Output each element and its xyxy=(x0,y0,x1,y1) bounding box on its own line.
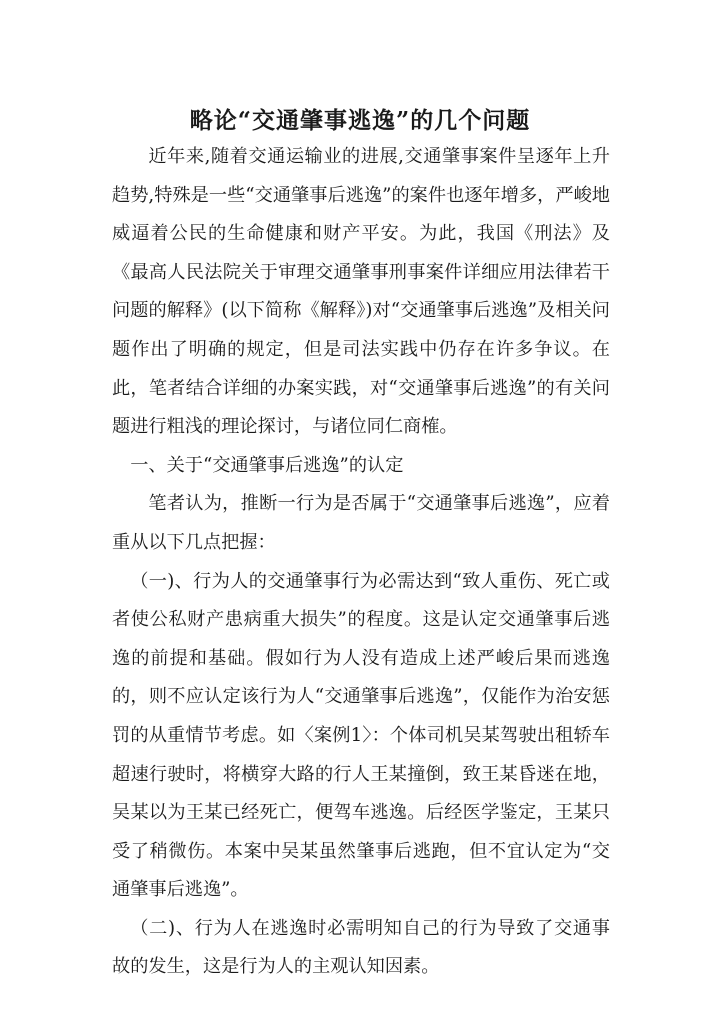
document-title: 略论“交通肇事逃逸”的几个问题 xyxy=(189,107,531,135)
section-heading-1: 一、关于“交通肇事后逃逸”的认定 xyxy=(130,454,404,476)
paragraph-point-1: （一)、行为人的交通肇事行为必需达到“致人重伤、死亡或者使公私财产患病重大损失”的程度。这是认定交通肇事后逃逸的前提和基础。假如行为人没有造成上述严峻后果而逃逸的，则不应认定该行为人“交通肇事后逃逸”，仅能作为治安惩罚的从重情节考虑。如〈案例1〉：个体司机吴某驾驶出租轿车超速行驶时，将横穿大路的行人王某撞倒，致王某昏迷在地，吴某以为王某已经死亡，便驾车逃逸。后经医学鉴定，王某只受了稍微伤。本案中吴某虽然肇事后逃跑，但不宜认定为“交通肇事后逃逸”。 xyxy=(112,570,610,901)
paragraph-point-2: （二)、行为人在逃逸时必需明知自己的行为导致了交通事故的发生，这是行为人的主观认知因素。 xyxy=(112,917,610,978)
document-body xyxy=(112,138,610,987)
paragraph-author-view: 笔者认为，推断一行为是否属于“交通肇事后逃逸”，应着重从以下几点把握： xyxy=(112,493,610,553)
paragraph-intro: 近年来,随着交通运输业的进展,交通肇事案件呈逐年上升趋势,特殊是一些“交通肇事后逃逸”的案件也逐年增多，严峻地威逼着公民的生命健康和财产平安。为此，我国《刑法》及《最高人民法院关于审理交通肇事刑事案件详细应用法律若干问题的解释》(以下简称《解释》)对“交通肇事后逃逸”及相关问题作出了明确的规定，但是司法实践中仍存在许多争议。在此，笔者结合详细的办案实践，对“交通肇事后逃逸”的有关问题进行粗浅的理论探讨，与诸位同仁商榷。 xyxy=(112,146,610,438)
